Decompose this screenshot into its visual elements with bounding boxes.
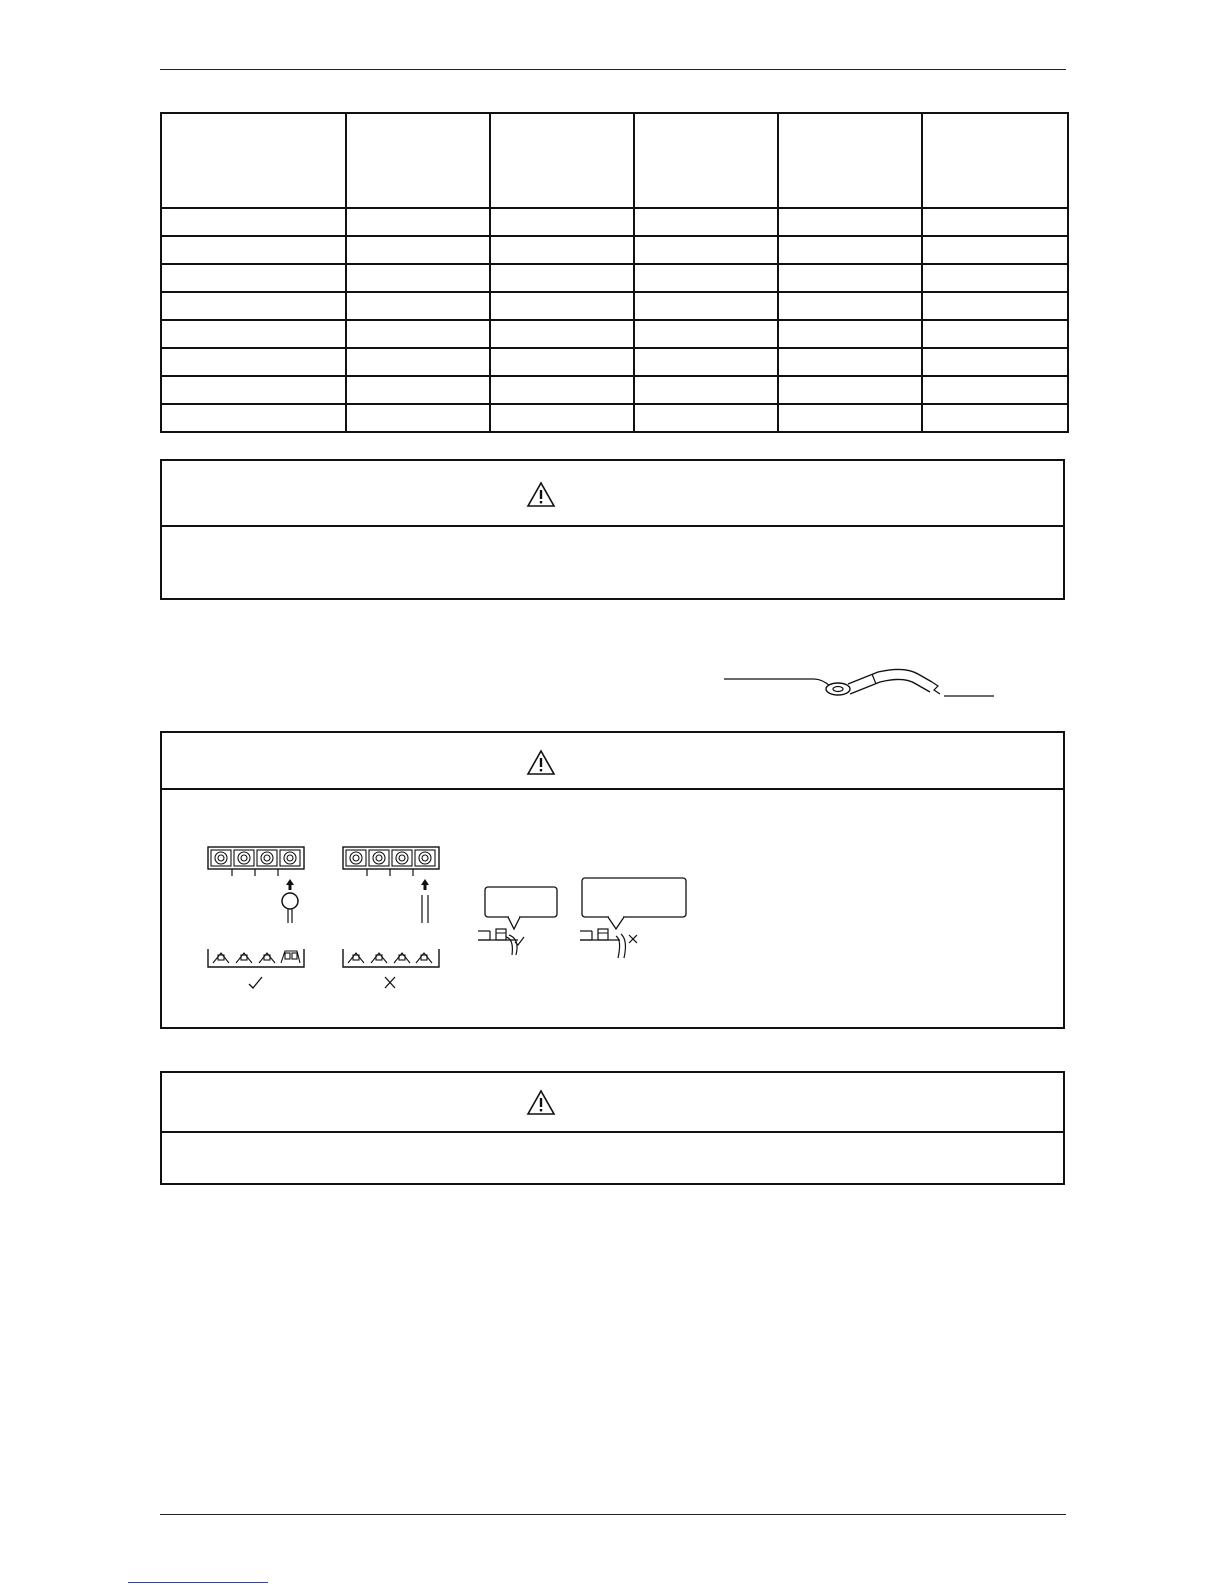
table-header-cell (778, 113, 922, 208)
table-cell (778, 348, 922, 376)
table-cell (778, 236, 922, 264)
table-cell (161, 208, 346, 236)
warning-header (162, 733, 1063, 790)
table-cell (490, 292, 634, 320)
table-cell (346, 404, 490, 432)
warning-box-1 (160, 459, 1065, 600)
table-cell (922, 264, 1068, 292)
warning-box-3 (160, 1071, 1065, 1185)
table-cell (634, 376, 778, 404)
footer-link-underline[interactable] (128, 1582, 268, 1583)
table-header-cell (634, 113, 778, 208)
terminal-block-correct-diagram (205, 843, 310, 993)
warning-triangle-icon (526, 1089, 556, 1116)
table-header-cell (161, 113, 346, 208)
table-cell (634, 208, 778, 236)
table-cell (346, 376, 490, 404)
warning-triangle-icon (526, 749, 556, 776)
screw-clamp-incorrect-diagram (578, 876, 693, 966)
cross-mark-icon (385, 977, 395, 988)
table-cell (634, 404, 778, 432)
table-row (161, 348, 1068, 376)
warning-header (162, 461, 1063, 527)
table-cell (161, 348, 346, 376)
table-row (161, 404, 1068, 432)
table-cell (161, 376, 346, 404)
table-cell (634, 320, 778, 348)
table-cell (922, 208, 1068, 236)
table-cell (634, 348, 778, 376)
table-cell (161, 320, 346, 348)
table-cell (161, 236, 346, 264)
table-cell (778, 376, 922, 404)
table-cell (778, 404, 922, 432)
table-cell (346, 208, 490, 236)
table-cell (161, 292, 346, 320)
header-rule (160, 69, 1066, 70)
table-cell (922, 404, 1068, 432)
table-cell (634, 264, 778, 292)
table-cell (161, 404, 346, 432)
table-cell (922, 348, 1068, 376)
table-cell (922, 236, 1068, 264)
table-row (161, 376, 1068, 404)
table-cell (490, 264, 634, 292)
table-header-cell (490, 113, 634, 208)
screw-clamp-correct-diagram (478, 885, 563, 965)
table-cell (490, 404, 634, 432)
table-cell (778, 320, 922, 348)
table-cell (634, 236, 778, 264)
table-cell (346, 320, 490, 348)
table-cell (490, 376, 634, 404)
table-cell (922, 292, 1068, 320)
table-cell (490, 236, 634, 264)
table-row (161, 208, 1068, 236)
table-header-row (161, 113, 1068, 208)
ring-terminal-illustration (722, 660, 1002, 710)
table-cell (161, 264, 346, 292)
table-cell (346, 264, 490, 292)
table-row (161, 264, 1068, 292)
warning-header (162, 1073, 1063, 1133)
table-cell (490, 208, 634, 236)
check-mark-icon (249, 977, 262, 988)
table-row (161, 236, 1068, 264)
table-cell (490, 348, 634, 376)
table-row (161, 320, 1068, 348)
table-row (161, 292, 1068, 320)
footer-rule (160, 1514, 1066, 1515)
table-cell (490, 320, 634, 348)
table-cell (346, 292, 490, 320)
spec-table (160, 112, 1069, 433)
table-cell (922, 376, 1068, 404)
table-header-cell (922, 113, 1068, 208)
table-cell (778, 264, 922, 292)
table-header-cell (346, 113, 490, 208)
table-cell (346, 348, 490, 376)
table-cell (778, 292, 922, 320)
terminal-block-incorrect-diagram (340, 843, 445, 993)
table-cell (922, 320, 1068, 348)
cross-mark-icon (629, 935, 637, 943)
table-cell (634, 292, 778, 320)
warning-triangle-icon (526, 481, 556, 508)
table-cell (346, 236, 490, 264)
table-cell (778, 208, 922, 236)
